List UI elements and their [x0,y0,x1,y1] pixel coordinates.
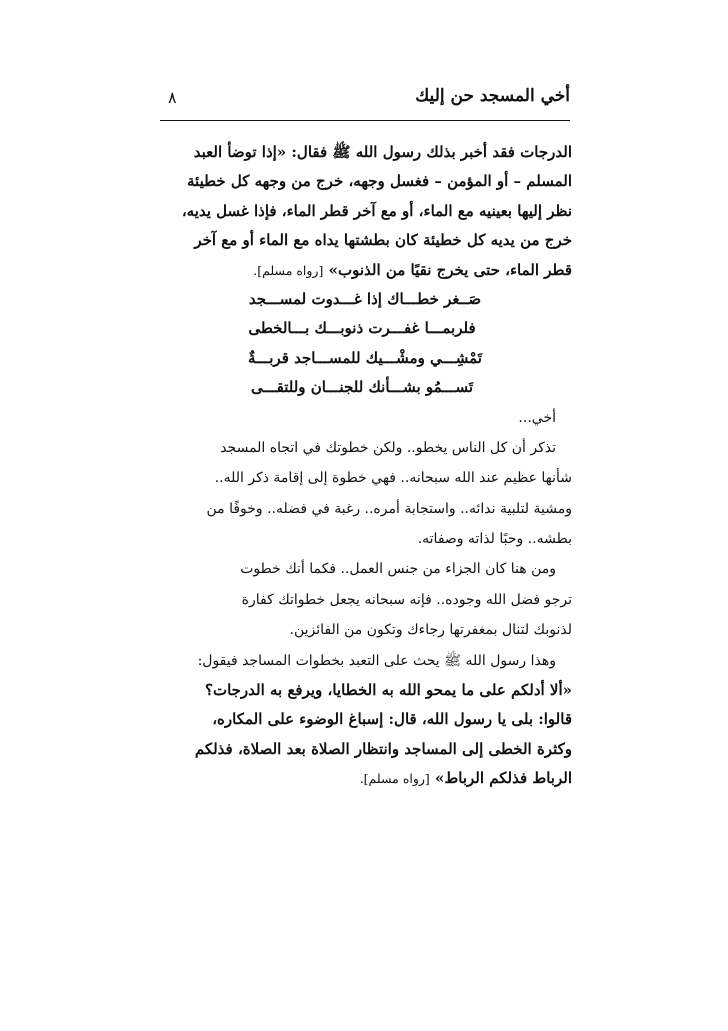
poem-verse: تَســـمُو بشـــأنك للجنـــان وللتقـــى [250,378,474,397]
text-line: بطشه.. وحبًا لذاته وصفاته. [417,531,572,548]
header-divider [160,120,570,121]
hadith-text: قطر الماء، حتى يخرج نقيًا من الذنوب» [328,260,572,279]
hadith-reference: [رواه مسلم]. [359,771,430,787]
page-header [160,86,570,116]
text-line: تذكر أن كل الناس يخطو.. ولكن خطوتك في اتجاه المسجد [220,439,556,456]
text-line: ومن هنا كان الجزاء من جنس العمل.. فكما أنك خطوت [240,561,556,578]
page-number: ٨ [168,88,177,107]
page-body [158,138,572,794]
hadith-paragraph-1 [158,138,572,285]
paragraph-4 [158,646,572,794]
text-line: قالوا: بلى يا رسول الله، قال: إسباغ الوضوء على المكاره، [212,710,572,729]
text-line: لذنوبك لتنال بمغفرتها رجاءك وتكون من الفائزين. [289,622,572,639]
text-line: شأنها عظيم عند الله سبحانه.. فهي خطوة إلى إقامة ذكر الله.. [214,470,572,487]
text-line: نظر إليها بعينيه مع الماء، أو مع آخر قطر الماء، فإذا غسل يديه، [181,201,572,220]
poem [158,285,572,403]
text-line: المسلم – أو المؤمن – فغسل وجهه، خرج من وجهه كل خطيئة [187,172,572,191]
text-line: الدرجات فقد أخبر بذلك رسول الله ﷺ فقال: «إذا توضأ العبد [193,143,572,161]
text-line: «ألا أدلكم على ما يمحو الله به الخطايا، ويرفع به الدرجات؟ [205,681,572,700]
poem-verse: تَمْشِـــي ومشْـــيك للمســـاجد قربـــةٌ [248,348,482,367]
poem-verse: فلربمـــا غفـــرت ذنوبـــك بـــالخطى [248,319,476,338]
text-line: خرج من يديه كل خطيئة كان بطشتها يداه مع الماء أو مع آخر [194,231,572,250]
text-line: ومشية لتلبية ندائه.. واستجابة أمره.. رغبة في فضله.. وخوفًا من [206,500,572,517]
hadith-text: الرباط فذلكم الرباط» [435,769,572,788]
paragraph-3 [158,554,572,645]
poem-verse: صَــغر خطـــاك إذا غـــدوت لمســـجد [248,289,482,308]
paragraph-2 [158,403,572,555]
text-line [158,764,572,793]
text-line [158,256,572,285]
text-line: وكثرة الخطى إلى المساجد وانتظار الصلاة بعد الصلاة، فذلكم [194,739,572,758]
text-line: أخي... [518,409,556,426]
text-line: وهذا رسول الله ﷺ يحث على التعبد بخطوات المساجد فيقول: [197,652,556,669]
hadith-reference: [رواه مسلم]. [253,262,324,278]
text-line: ترجو فضل الله وجوده.. فإنه سبحانه يجعل خطواتك كفارة [241,591,572,608]
running-title: أخي المسجد حن إليك [415,86,570,106]
